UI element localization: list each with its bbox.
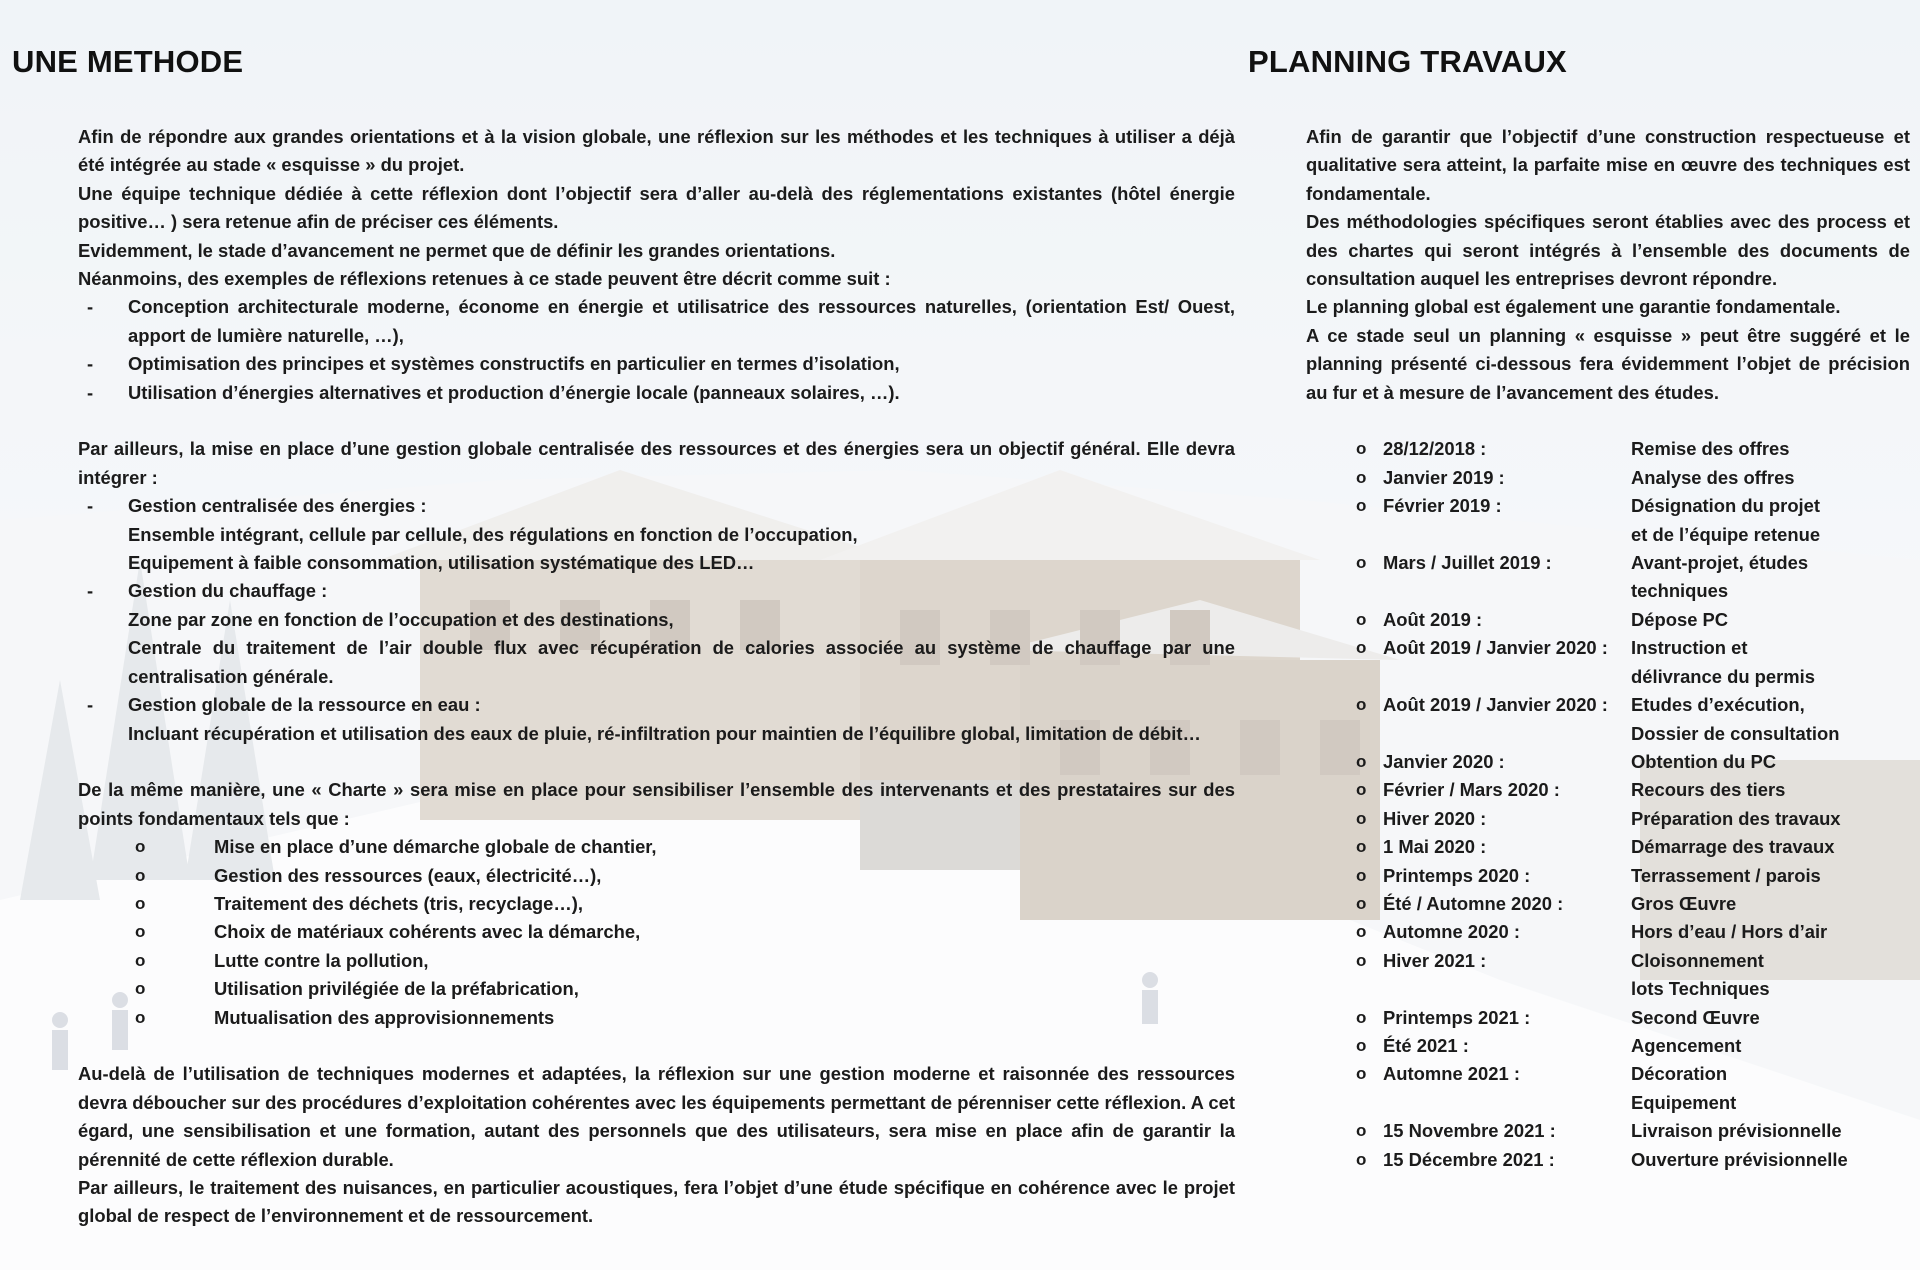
schedule-activity-line: Décoration bbox=[1631, 1063, 1728, 1085]
methode-paragraph: Afin de répondre aux grandes orientations et à la vision globale, une réflexion sur les méthodes et les techniques à utiliser a déjà été intégrée au stade « esquisse » du projet. bbox=[78, 126, 1235, 176]
schedule-activity-line: Analyse des offres bbox=[1631, 466, 1795, 488]
schedule-date: 15 Décembre 2021 : bbox=[1383, 1148, 1555, 1170]
schedule-activity-line: Dépose PC bbox=[1631, 608, 1729, 630]
list-item: o Mise en place d’une démarche globale de chantier, bbox=[78, 833, 1235, 861]
schedule-activity bbox=[1631, 862, 1881, 890]
schedule-row bbox=[1306, 833, 1910, 861]
schedule-row bbox=[1306, 549, 1910, 606]
circle-bullet: o bbox=[1356, 837, 1367, 857]
schedule-activity-line: Gros Œuvre bbox=[1631, 892, 1737, 914]
schedule-date: Printemps 2021 : bbox=[1383, 1006, 1531, 1028]
circle-bullet: o bbox=[1356, 638, 1367, 658]
dash-marker: - bbox=[87, 381, 94, 403]
methode-paragraph: De la même manière, une « Charte » sera mise en place pour sensibiliser l’ensemble des intervenants et des prestataires sur des points fondamentaux tels que : bbox=[78, 779, 1235, 829]
schedule-activity bbox=[1631, 1146, 1881, 1174]
schedule-date: Août 2019 / Janvier 2020 : bbox=[1383, 694, 1608, 716]
list-item: - Gestion globale de la ressource en eau : bbox=[78, 691, 1235, 719]
schedule-activity bbox=[1631, 549, 1881, 606]
schedule-row bbox=[1306, 862, 1910, 890]
schedule-row bbox=[1306, 890, 1910, 918]
dash-marker: - bbox=[87, 353, 94, 375]
schedule-row bbox=[1306, 918, 1910, 946]
schedule-date: Automne 2020 : bbox=[1383, 921, 1520, 943]
planning-paragraph: A ce stade seul un planning « esquisse » peut être suggéré et le planning présenté ci-dessous fera évidemment l’objet de précision au fur et à mesure de l’avancement des études. bbox=[1306, 324, 1910, 403]
schedule-date: Mars / Juillet 2019 : bbox=[1383, 552, 1552, 574]
list-item: - Optimisation des principes et systèmes constructifs en particulier en termes d’isolation, bbox=[78, 350, 1235, 378]
schedule-row bbox=[1306, 691, 1910, 748]
planning-schedule bbox=[1306, 435, 1910, 1174]
schedule-row bbox=[1306, 492, 1910, 549]
list-item: o Traitement des déchets (tris, recyclage…), bbox=[78, 890, 1235, 918]
schedule-date: 1 Mai 2020 : bbox=[1383, 836, 1487, 858]
schedule-activity bbox=[1631, 833, 1881, 861]
circle-bullet: o bbox=[1356, 467, 1367, 487]
list-item: - Utilisation d’énergies alternatives et production d’énergie locale (panneaux solaires, …). bbox=[78, 379, 1235, 407]
schedule-activity-line: Démarrage des travaux bbox=[1631, 836, 1835, 858]
circle-bullet: o bbox=[135, 837, 146, 857]
circle-bullet: o bbox=[1356, 893, 1367, 913]
schedule-activity bbox=[1631, 947, 1881, 1004]
list-subline: Zone par zone en fonction de l’occupation et des destinations, bbox=[128, 608, 674, 630]
circle-bullet: o bbox=[135, 893, 146, 913]
schedule-activity bbox=[1631, 492, 1881, 549]
schedule-date: Février / Mars 2020 : bbox=[1383, 779, 1560, 801]
methode-paragraph: Evidemment, le stade d’avancement ne permet que de définir les grandes orientations. bbox=[78, 239, 836, 261]
schedule-row bbox=[1306, 464, 1910, 492]
schedule-activity-line: délivrance du permis bbox=[1631, 665, 1815, 687]
schedule-row bbox=[1306, 1060, 1910, 1117]
schedule-activity bbox=[1631, 918, 1881, 946]
schedule-activity-line: Terrassement / parois bbox=[1631, 864, 1821, 886]
methode-paragraph: Une équipe technique dédiée à cette réflexion dont l’objectif sera d’aller au-delà des réglementations existantes (hôtel énergie positive… ) sera retenue afin de préciser ces éléments. bbox=[78, 182, 1235, 233]
circle-bullet: o bbox=[1356, 439, 1367, 459]
dash-marker: - bbox=[87, 580, 94, 602]
circle-bullet: o bbox=[1356, 922, 1367, 942]
schedule-row bbox=[1306, 1004, 1910, 1032]
schedule-activity-line: Cloisonnement bbox=[1631, 949, 1764, 971]
circle-bullet: o bbox=[135, 922, 146, 942]
schedule-row bbox=[1306, 1146, 1910, 1174]
schedule-activity bbox=[1631, 1004, 1881, 1032]
schedule-activity bbox=[1631, 1032, 1881, 1060]
schedule-activity-line: Préparation des travaux bbox=[1631, 807, 1841, 829]
schedule-activity bbox=[1631, 776, 1881, 804]
schedule-activity bbox=[1631, 464, 1881, 492]
circle-bullet: o bbox=[1356, 695, 1367, 715]
list-item: o Gestion des ressources (eaux, électricité…), bbox=[78, 862, 1235, 890]
list-subline: Equipement à faible consommation, utilisation systématique des LED… bbox=[128, 552, 755, 574]
methode-paragraph: Au-delà de l’utilisation de techniques modernes et adaptées, la réflexion sur une gestion moderne et raisonnée des ressources devra déboucher sur des procédures d’exploitation cohérentes avec les équipements permettant de pérenniser cette réflexion. A cet égard, une sensibilisation et une formation, autant des personnels que des utilisateurs, sera mise en place afin de garantir la pérennité de cette réflexion durable. bbox=[78, 1063, 1235, 1170]
methode-section bbox=[78, 123, 1235, 1231]
schedule-activity bbox=[1631, 691, 1881, 748]
schedule-activity-line: techniques bbox=[1631, 580, 1729, 602]
circle-bullet: o bbox=[1356, 1149, 1367, 1169]
circle-bullet: o bbox=[1356, 950, 1367, 970]
schedule-activity-line: Hors d’eau / Hors d’air bbox=[1631, 921, 1828, 943]
schedule-activity-line: Second Œuvre bbox=[1631, 1006, 1760, 1028]
schedule-activity bbox=[1631, 634, 1881, 691]
list-subline: Incluant récupération et utilisation des eaux de pluie, ré-infiltration pour maintien de l’équilibre global, limitation de débit… bbox=[128, 722, 1201, 744]
schedule-row bbox=[1306, 947, 1910, 1004]
methode-paragraph: Par ailleurs, le traitement des nuisances, en particulier acoustiques, fera l’objet d’une étude spécifique en cohérence avec le projet global de respect de l’environnement et de ressourcement. bbox=[78, 1176, 1235, 1227]
planning-paragraph: Le planning global est également une garantie fondamentale. bbox=[1306, 296, 1841, 318]
schedule-activity bbox=[1631, 435, 1881, 463]
circle-bullet: o bbox=[1356, 751, 1367, 771]
schedule-date: Automne 2021 : bbox=[1383, 1063, 1520, 1085]
planning-section bbox=[1306, 123, 1910, 1174]
list-item: o Utilisation privilégiée de la préfabrication, bbox=[78, 975, 1235, 1003]
schedule-date: Printemps 2020 : bbox=[1383, 864, 1531, 886]
methode-paragraph: Par ailleurs, la mise en place d’une gestion globale centralisée des ressources et des énergies sera un objectif général. Elle devra intégrer : bbox=[78, 438, 1235, 488]
schedule-row bbox=[1306, 1032, 1910, 1060]
dash-marker: - bbox=[87, 296, 94, 318]
planning-paragraph: Afin de garantir que l’objectif d’une construction respectueuse et qualitative sera atteint, la parfaite mise en œuvre des techniques est fondamentale. bbox=[1306, 126, 1910, 204]
schedule-row bbox=[1306, 805, 1910, 833]
schedule-activity-line: Ouverture prévisionnelle bbox=[1631, 1148, 1848, 1170]
schedule-activity-line: et de l’équipe retenue bbox=[1631, 523, 1821, 545]
schedule-activity-line: Remise des offres bbox=[1631, 438, 1790, 460]
list-subline: Centrale du traitement de l’air double flux avec récupération de calories associée au système de chauffage par une centralisation générale. bbox=[128, 637, 1235, 687]
circle-bullet: o bbox=[1356, 1121, 1367, 1141]
schedule-date: 28/12/2018 : bbox=[1383, 438, 1487, 460]
circle-bullet: o bbox=[1356, 1007, 1367, 1027]
schedule-activity-line: Obtention du PC bbox=[1631, 750, 1777, 772]
schedule-date: Hiver 2020 : bbox=[1383, 807, 1487, 829]
schedule-activity bbox=[1631, 890, 1881, 918]
list-item: - Conception architecturale moderne, économe en énergie et utilisatrice des ressources naturelles, (orientation Est/ Ouest, apport de lumière naturelle, …), bbox=[78, 293, 1235, 350]
schedule-date: Janvier 2019 : bbox=[1383, 466, 1505, 488]
schedule-date: Été / Automne 2020 : bbox=[1383, 892, 1564, 914]
schedule-activity bbox=[1631, 1117, 1881, 1145]
schedule-activity bbox=[1631, 606, 1881, 634]
schedule-activity-line: Equipement bbox=[1631, 1091, 1737, 1113]
schedule-date: Janvier 2020 : bbox=[1383, 750, 1505, 772]
page-title-planning: PLANNING TRAVAUX bbox=[1248, 44, 1567, 79]
schedule-row bbox=[1306, 776, 1910, 804]
schedule-date: Hiver 2021 : bbox=[1383, 949, 1487, 971]
dash-marker: - bbox=[87, 694, 94, 716]
schedule-activity-line: Instruction et bbox=[1631, 637, 1748, 659]
schedule-date: Été 2021 : bbox=[1383, 1034, 1469, 1056]
schedule-activity bbox=[1631, 748, 1881, 776]
list-item: o Choix de matériaux cohérents avec la démarche, bbox=[78, 918, 1235, 946]
schedule-activity-line: Avant-projet, études bbox=[1631, 552, 1809, 574]
schedule-date: Février 2019 : bbox=[1383, 495, 1502, 517]
circle-bullet: o bbox=[1356, 609, 1367, 629]
schedule-activity-line: Agencement bbox=[1631, 1034, 1742, 1056]
schedule-row bbox=[1306, 1117, 1910, 1145]
list-item: - Gestion centralisée des énergies : bbox=[78, 492, 1235, 520]
schedule-date: Août 2019 / Janvier 2020 : bbox=[1383, 637, 1608, 659]
circle-bullet: o bbox=[1356, 496, 1367, 516]
list-item: - Gestion du chauffage : bbox=[78, 577, 1235, 605]
schedule-activity-line: Livraison prévisionnelle bbox=[1631, 1120, 1842, 1142]
list-item: o Lutte contre la pollution, bbox=[78, 947, 1235, 975]
schedule-row bbox=[1306, 606, 1910, 634]
circle-bullet: o bbox=[135, 1007, 146, 1027]
schedule-activity-line: Recours des tiers bbox=[1631, 779, 1786, 801]
schedule-activity-line: Dossier de consultation bbox=[1631, 722, 1840, 744]
schedule-date: 15 Novembre 2021 : bbox=[1383, 1120, 1556, 1142]
methode-paragraph: Néanmoins, des exemples de réflexions retenues à ce stade peuvent être décrit comme suit : bbox=[78, 268, 891, 290]
schedule-activity bbox=[1631, 805, 1881, 833]
list-subline: Ensemble intégrant, cellule par cellule, des régulations en fonction de l’occupation, bbox=[128, 523, 858, 545]
circle-bullet: o bbox=[135, 979, 146, 999]
schedule-activity-line: Etudes d’exécution, bbox=[1631, 694, 1805, 716]
schedule-row bbox=[1306, 634, 1910, 691]
circle-bullet: o bbox=[1356, 808, 1367, 828]
list-item: o Mutualisation des approvisionnements bbox=[78, 1004, 1235, 1032]
page-title-methode: UNE METHODE bbox=[12, 44, 244, 79]
schedule-activity-line: Désignation du projet bbox=[1631, 495, 1821, 517]
planning-paragraph: Des méthodologies spécifiques seront établies avec des process et des chartes qui seront intégrés à l’ensemble des documents de consultation auquel les entreprises devront répondre. bbox=[1306, 211, 1910, 290]
schedule-row bbox=[1306, 748, 1910, 776]
circle-bullet: o bbox=[135, 865, 146, 885]
circle-bullet: o bbox=[1356, 553, 1367, 573]
dash-marker: - bbox=[87, 495, 94, 517]
circle-bullet: o bbox=[1356, 865, 1367, 885]
schedule-activity-line: lots Techniques bbox=[1631, 978, 1770, 1000]
circle-bullet: o bbox=[1356, 780, 1367, 800]
circle-bullet: o bbox=[1356, 1064, 1367, 1084]
schedule-date: Août 2019 : bbox=[1383, 608, 1483, 630]
schedule-activity bbox=[1631, 1060, 1881, 1117]
circle-bullet: o bbox=[135, 950, 146, 970]
circle-bullet: o bbox=[1356, 1035, 1367, 1055]
schedule-row bbox=[1306, 435, 1910, 463]
